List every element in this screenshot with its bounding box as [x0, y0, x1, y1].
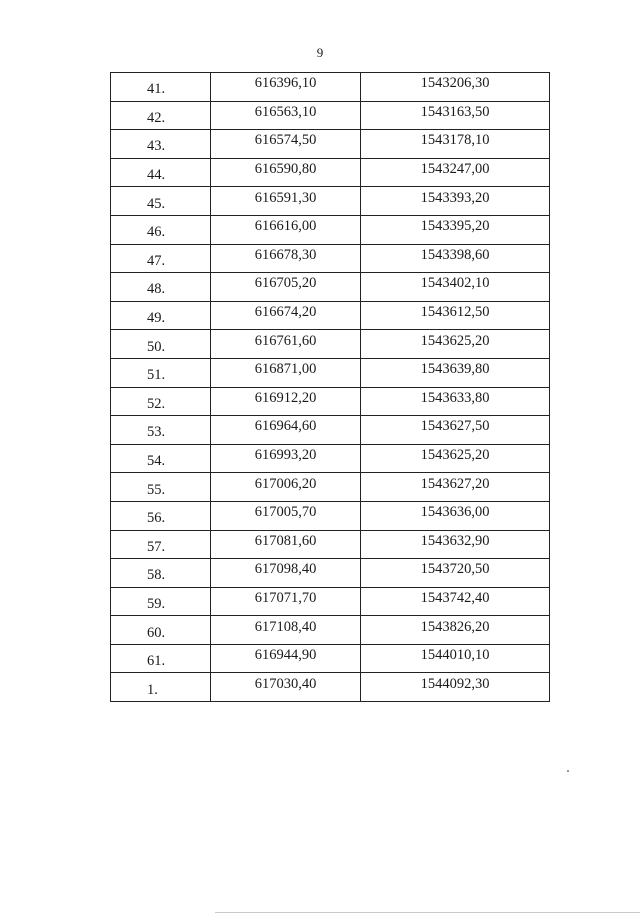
- table-row: [111, 101, 550, 130]
- point-number-cell: 50.: [111, 330, 211, 359]
- y-coordinate-cell: 1543625,20: [361, 330, 550, 359]
- x-coordinate-cell: 616616,00: [211, 215, 361, 244]
- point-number-cell: 55.: [111, 473, 211, 502]
- table-row: [111, 644, 550, 673]
- x-coordinate-cell: 617006,20: [211, 473, 361, 502]
- y-coordinate-cell: 1543393,20: [361, 187, 550, 216]
- table-row: [111, 215, 550, 244]
- x-coordinate-cell: 616993,20: [211, 444, 361, 473]
- y-coordinate-cell: 1543178,10: [361, 130, 550, 159]
- scan-speck: [567, 770, 569, 772]
- x-coordinate-cell: 616871,00: [211, 358, 361, 387]
- point-number-cell: 44.: [111, 158, 211, 187]
- point-number-cell: 56.: [111, 501, 211, 530]
- y-coordinate-cell: 1543742,40: [361, 587, 550, 616]
- y-coordinate-cell: 1543632,90: [361, 530, 550, 559]
- point-number-cell: 46.: [111, 215, 211, 244]
- table-row: [111, 301, 550, 330]
- x-coordinate-cell: 616591,30: [211, 187, 361, 216]
- y-coordinate-cell: 1544010,10: [361, 644, 550, 673]
- y-coordinate-cell: 1543206,30: [361, 73, 550, 102]
- point-number-cell: 43.: [111, 130, 211, 159]
- y-coordinate-cell: 1543395,20: [361, 215, 550, 244]
- table-row: [111, 416, 550, 445]
- x-coordinate-cell: 617071,70: [211, 587, 361, 616]
- point-number-cell: 57.: [111, 530, 211, 559]
- point-number-cell: 60.: [111, 616, 211, 645]
- point-number-cell: 48.: [111, 273, 211, 302]
- table-row: [111, 73, 550, 102]
- table-row: [111, 273, 550, 302]
- table-row: [111, 387, 550, 416]
- x-coordinate-cell: 616964,60: [211, 416, 361, 445]
- x-coordinate-cell: 616590,80: [211, 158, 361, 187]
- coordinates-table-body: [111, 73, 550, 702]
- table-row: [111, 444, 550, 473]
- x-coordinate-cell: 616678,30: [211, 244, 361, 273]
- point-number-cell: 54.: [111, 444, 211, 473]
- y-coordinate-cell: 1543163,50: [361, 101, 550, 130]
- table-row: [111, 587, 550, 616]
- point-number-cell: 1.: [111, 673, 211, 702]
- table-row: [111, 616, 550, 645]
- x-coordinate-cell: 616396,10: [211, 73, 361, 102]
- y-coordinate-cell: 1543720,50: [361, 559, 550, 588]
- y-coordinate-cell: 1543627,20: [361, 473, 550, 502]
- point-number-cell: 51.: [111, 358, 211, 387]
- x-coordinate-cell: 617030,40: [211, 673, 361, 702]
- point-number-cell: 45.: [111, 187, 211, 216]
- table-row: [111, 130, 550, 159]
- x-coordinate-cell: 616761,60: [211, 330, 361, 359]
- point-number-cell: 53.: [111, 416, 211, 445]
- x-coordinate-cell: 617098,40: [211, 559, 361, 588]
- y-coordinate-cell: 1543398,60: [361, 244, 550, 273]
- point-number-cell: 61.: [111, 644, 211, 673]
- y-coordinate-cell: 1543627,50: [361, 416, 550, 445]
- table-row: [111, 187, 550, 216]
- table-row: [111, 530, 550, 559]
- x-coordinate-cell: 616705,20: [211, 273, 361, 302]
- y-coordinate-cell: 1543625,20: [361, 444, 550, 473]
- y-coordinate-cell: 1543636,00: [361, 501, 550, 530]
- x-coordinate-cell: 616563,10: [211, 101, 361, 130]
- y-coordinate-cell: 1543639,80: [361, 358, 550, 387]
- point-number-cell: 47.: [111, 244, 211, 273]
- table-row: [111, 559, 550, 588]
- y-coordinate-cell: 1543612,50: [361, 301, 550, 330]
- table-row: [111, 158, 550, 187]
- point-number-cell: 49.: [111, 301, 211, 330]
- x-coordinate-cell: 616912,20: [211, 387, 361, 416]
- coordinates-table: [110, 72, 550, 702]
- y-coordinate-cell: 1543633,80: [361, 387, 550, 416]
- table-row: [111, 501, 550, 530]
- page-number: 9: [316, 45, 324, 60]
- x-coordinate-cell: 616944,90: [211, 644, 361, 673]
- x-coordinate-cell: 617005,70: [211, 501, 361, 530]
- x-coordinate-cell: 617108,40: [211, 616, 361, 645]
- x-coordinate-cell: 616674,20: [211, 301, 361, 330]
- table-row: [111, 330, 550, 359]
- y-coordinate-cell: 1543826,20: [361, 616, 550, 645]
- table-row: [111, 244, 550, 273]
- point-number-cell: 59.: [111, 587, 211, 616]
- point-number-cell: 52.: [111, 387, 211, 416]
- table-row: [111, 673, 550, 702]
- y-coordinate-cell: 1543402,10: [361, 273, 550, 302]
- table-row: [111, 473, 550, 502]
- point-number-cell: 42.: [111, 101, 211, 130]
- table-row: [111, 358, 550, 387]
- scan-bottom-edge: [215, 912, 640, 913]
- x-coordinate-cell: 616574,50: [211, 130, 361, 159]
- x-coordinate-cell: 617081,60: [211, 530, 361, 559]
- point-number-cell: 58.: [111, 559, 211, 588]
- y-coordinate-cell: 1543247,00: [361, 158, 550, 187]
- point-number-cell: 41.: [111, 73, 211, 102]
- y-coordinate-cell: 1544092,30: [361, 673, 550, 702]
